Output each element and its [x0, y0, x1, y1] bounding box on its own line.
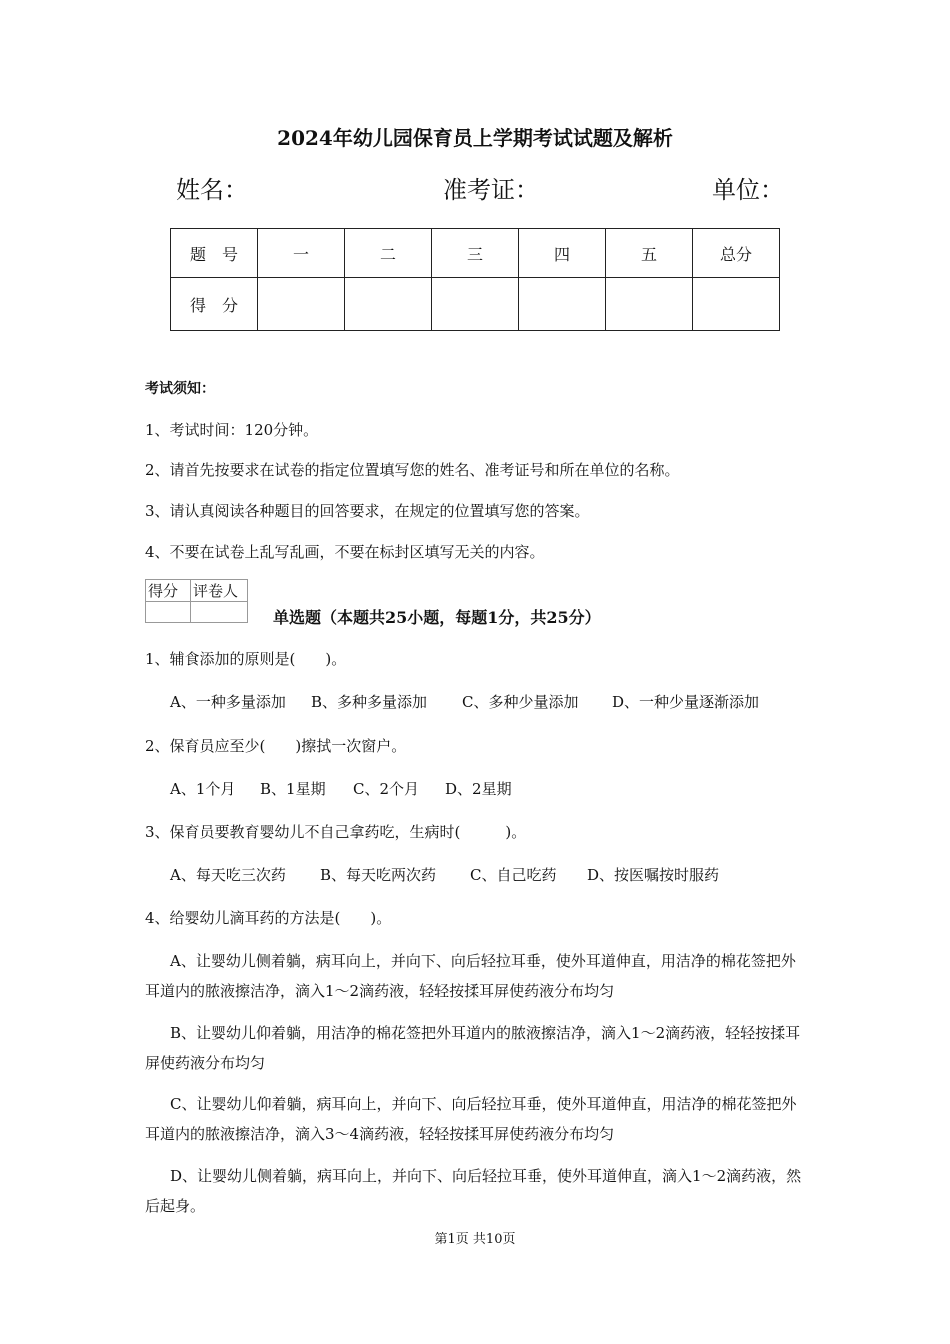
question-option: A、一种多量添加 — [170, 693, 286, 711]
question-stem: 2、保育员应至少( )擦拭一次窗户。 — [145, 737, 407, 755]
score-cell — [693, 278, 780, 331]
question-option: D、2星期 — [445, 780, 512, 798]
page-footer: 第1页 共10页 — [434, 1232, 516, 1247]
grader-score-cell — [146, 602, 191, 623]
question-option: B、每天吃两次药 — [320, 866, 437, 884]
name-label: 姓名： — [176, 176, 248, 204]
question-option: A、每天吃三次药 — [170, 866, 286, 884]
question-stem: 3、保育员要教育婴幼儿不自己拿药吃，生病时( )。 — [145, 823, 527, 841]
question-stem: 4、给婴幼儿滴耳药的方法是( )。 — [145, 909, 392, 927]
grader-name-label: 评卷人 — [191, 580, 248, 602]
section-title: 单选题（本题共25小题，每题1分，共25分） — [273, 608, 601, 627]
exam-id-label: 准考证： — [443, 176, 539, 204]
question-option: A、1个月 — [170, 780, 236, 798]
grader-name-cell — [191, 602, 248, 623]
question-option: D、按医嘱按时服药 — [587, 866, 720, 884]
score-cell — [345, 278, 432, 331]
grader-box — [145, 579, 248, 623]
score-table-header-cell: 一 — [258, 229, 345, 278]
score-cell — [432, 278, 519, 331]
score-cell — [519, 278, 606, 331]
notice-item: 1、考试时间：120分钟。 — [145, 421, 319, 439]
question-option: A、让婴幼儿侧着躺，病耳向上，并向下、向后轻拉耳垂，使外耳道伸直，用洁净的棉花签把外耳道内的脓液擦洁净，滴入1～2滴药液，轻轻按揉耳屏使药液分布均匀 — [145, 952, 796, 1000]
score-table-header-cell: 题 号 — [171, 229, 258, 278]
question-stem: 1、辅食添加的原则是( )。 — [145, 650, 347, 668]
score-cell — [606, 278, 693, 331]
score-table-header-cell: 三 — [432, 229, 519, 278]
question-option: C、让婴幼儿仰着躺，病耳向上，并向下、向后轻拉耳垂，使外耳道伸直，用洁净的棉花签把外耳道内的脓液擦洁净，滴入3～4滴药液，轻轻按揉耳屏使药液分布均匀 — [145, 1095, 797, 1143]
question-option: D、让婴幼儿侧着躺，病耳向上，并向下、向后轻拉耳垂，使外耳道伸直，滴入1～2滴药液，然后起身。 — [145, 1167, 802, 1215]
score-cell — [258, 278, 345, 331]
question-option: B、让婴幼儿仰着躺，用洁净的棉花签把外耳道内的脓液擦洁净，滴入1～2滴药液，轻轻按揉耳屏使药液分布均匀 — [145, 1024, 801, 1072]
score-table-header-cell: 二 — [345, 229, 432, 278]
notice-item: 3、请认真阅读各种题目的回答要求，在规定的位置填写您的答案。 — [145, 502, 590, 520]
question-option: B、多种多量添加 — [311, 693, 428, 711]
score-row-label: 得 分 — [171, 278, 258, 331]
page-title: 2024年幼儿园保育员上学期考试试题及解析 — [277, 126, 673, 150]
score-table — [170, 228, 780, 331]
question-option: C、自己吃药 — [470, 866, 557, 884]
notice-item: 2、请首先按要求在试卷的指定位置填写您的姓名、准考证号和所在单位的名称。 — [145, 461, 680, 479]
question-option: C、多种少量添加 — [462, 693, 579, 711]
question-option: B、1星期 — [260, 780, 326, 798]
question-option: C、2个月 — [353, 780, 420, 798]
score-table-header-cell: 五 — [606, 229, 693, 278]
unit-label: 单位： — [712, 176, 784, 204]
notice-heading: 考试须知： — [145, 381, 215, 397]
score-table-header-cell: 总分 — [693, 229, 780, 278]
question-option: D、一种少量逐渐添加 — [612, 693, 760, 711]
notice-item: 4、不要在试卷上乱写乱画，不要在标封区填写无关的内容。 — [145, 543, 545, 561]
grader-score-label: 得分 — [146, 580, 191, 602]
score-table-header-cell: 四 — [519, 229, 606, 278]
